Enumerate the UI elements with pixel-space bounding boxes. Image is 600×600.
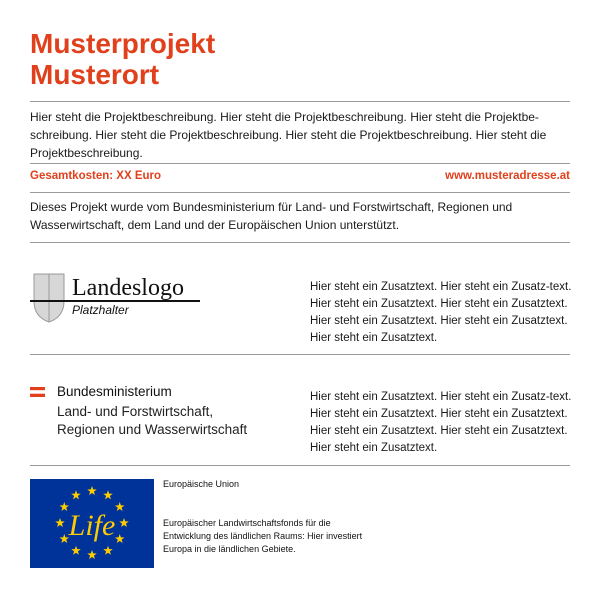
- austria-flag-icon: [30, 387, 45, 397]
- divider: [30, 192, 570, 193]
- divider: [30, 101, 570, 102]
- divider: [30, 242, 570, 243]
- state-logo-main: Landeslogo: [72, 275, 184, 301]
- project-title: [30, 28, 215, 90]
- divider: [30, 354, 570, 355]
- project-description: Hier steht die Projektbeschreibung. Hier steht die Projektbeschreibung. Hier steht die Projektbe-schreibung. Hier steht die Projektbeschreibung. Hier steht die Projektbeschreibung. Hier steht die Projektbeschreibung.: [30, 110, 547, 160]
- title-line-2: Musterort: [30, 59, 160, 90]
- eu-flag-icon: [30, 479, 154, 568]
- extra-text-1: Hier steht ein Zusatztext. Hier steht ein Zusatz-text. Hier steht ein Zusatztext. Hier steht ein Zusatztext. Hier steht ein Zusatztext. Hier steht ein Zusatztext. Hier steht ein Zusatztext.: [310, 281, 572, 344]
- cost-row: [30, 170, 570, 182]
- website-link[interactable]: www.musteradresse.at: [445, 170, 570, 182]
- title-line-1: Musterprojekt: [30, 28, 216, 59]
- eu-title: Europäische Union: [163, 479, 240, 489]
- ministry-logo: [30, 384, 300, 444]
- total-cost: Gesamtkosten: XX Euro: [30, 170, 162, 182]
- life-logo-text: Life: [68, 509, 116, 542]
- divider: [30, 465, 570, 466]
- funding-statement: Dieses Projekt wurde vom Bundesministerium für Land- und Forstwirtschaft, Regionen und Wasserwirtschaft, dem Land und der Europäischen Union unterstützt.: [30, 200, 513, 232]
- extra-text-2: Hier steht ein Zusatztext. Hier steht ein Zusatz-text. Hier steht ein Zusatztext. Hier steht ein Zusatztext. Hier steht ein Zusatztext. Hier steht ein Zusatztext. Hier steht ein Zusatztext.: [310, 391, 572, 454]
- state-logo: [30, 273, 210, 323]
- state-logo-sub: Platzhalter: [72, 303, 129, 317]
- ministry-name-2: Land- und Forstwirtschaft,: [57, 404, 214, 419]
- coat-of-arms-icon: [30, 273, 68, 323]
- ministry-name-3: Regionen und Wasserwirtschaft: [57, 422, 248, 437]
- ministry-name-1: Bundesministerium: [57, 384, 172, 399]
- eu-fund-text: Europäischer Landwirtschaftsfonds für die Entwicklung des ländlichen Raums: Hier investiert Europa in die ländlichen Gebiete.: [163, 518, 363, 554]
- divider: [30, 163, 570, 164]
